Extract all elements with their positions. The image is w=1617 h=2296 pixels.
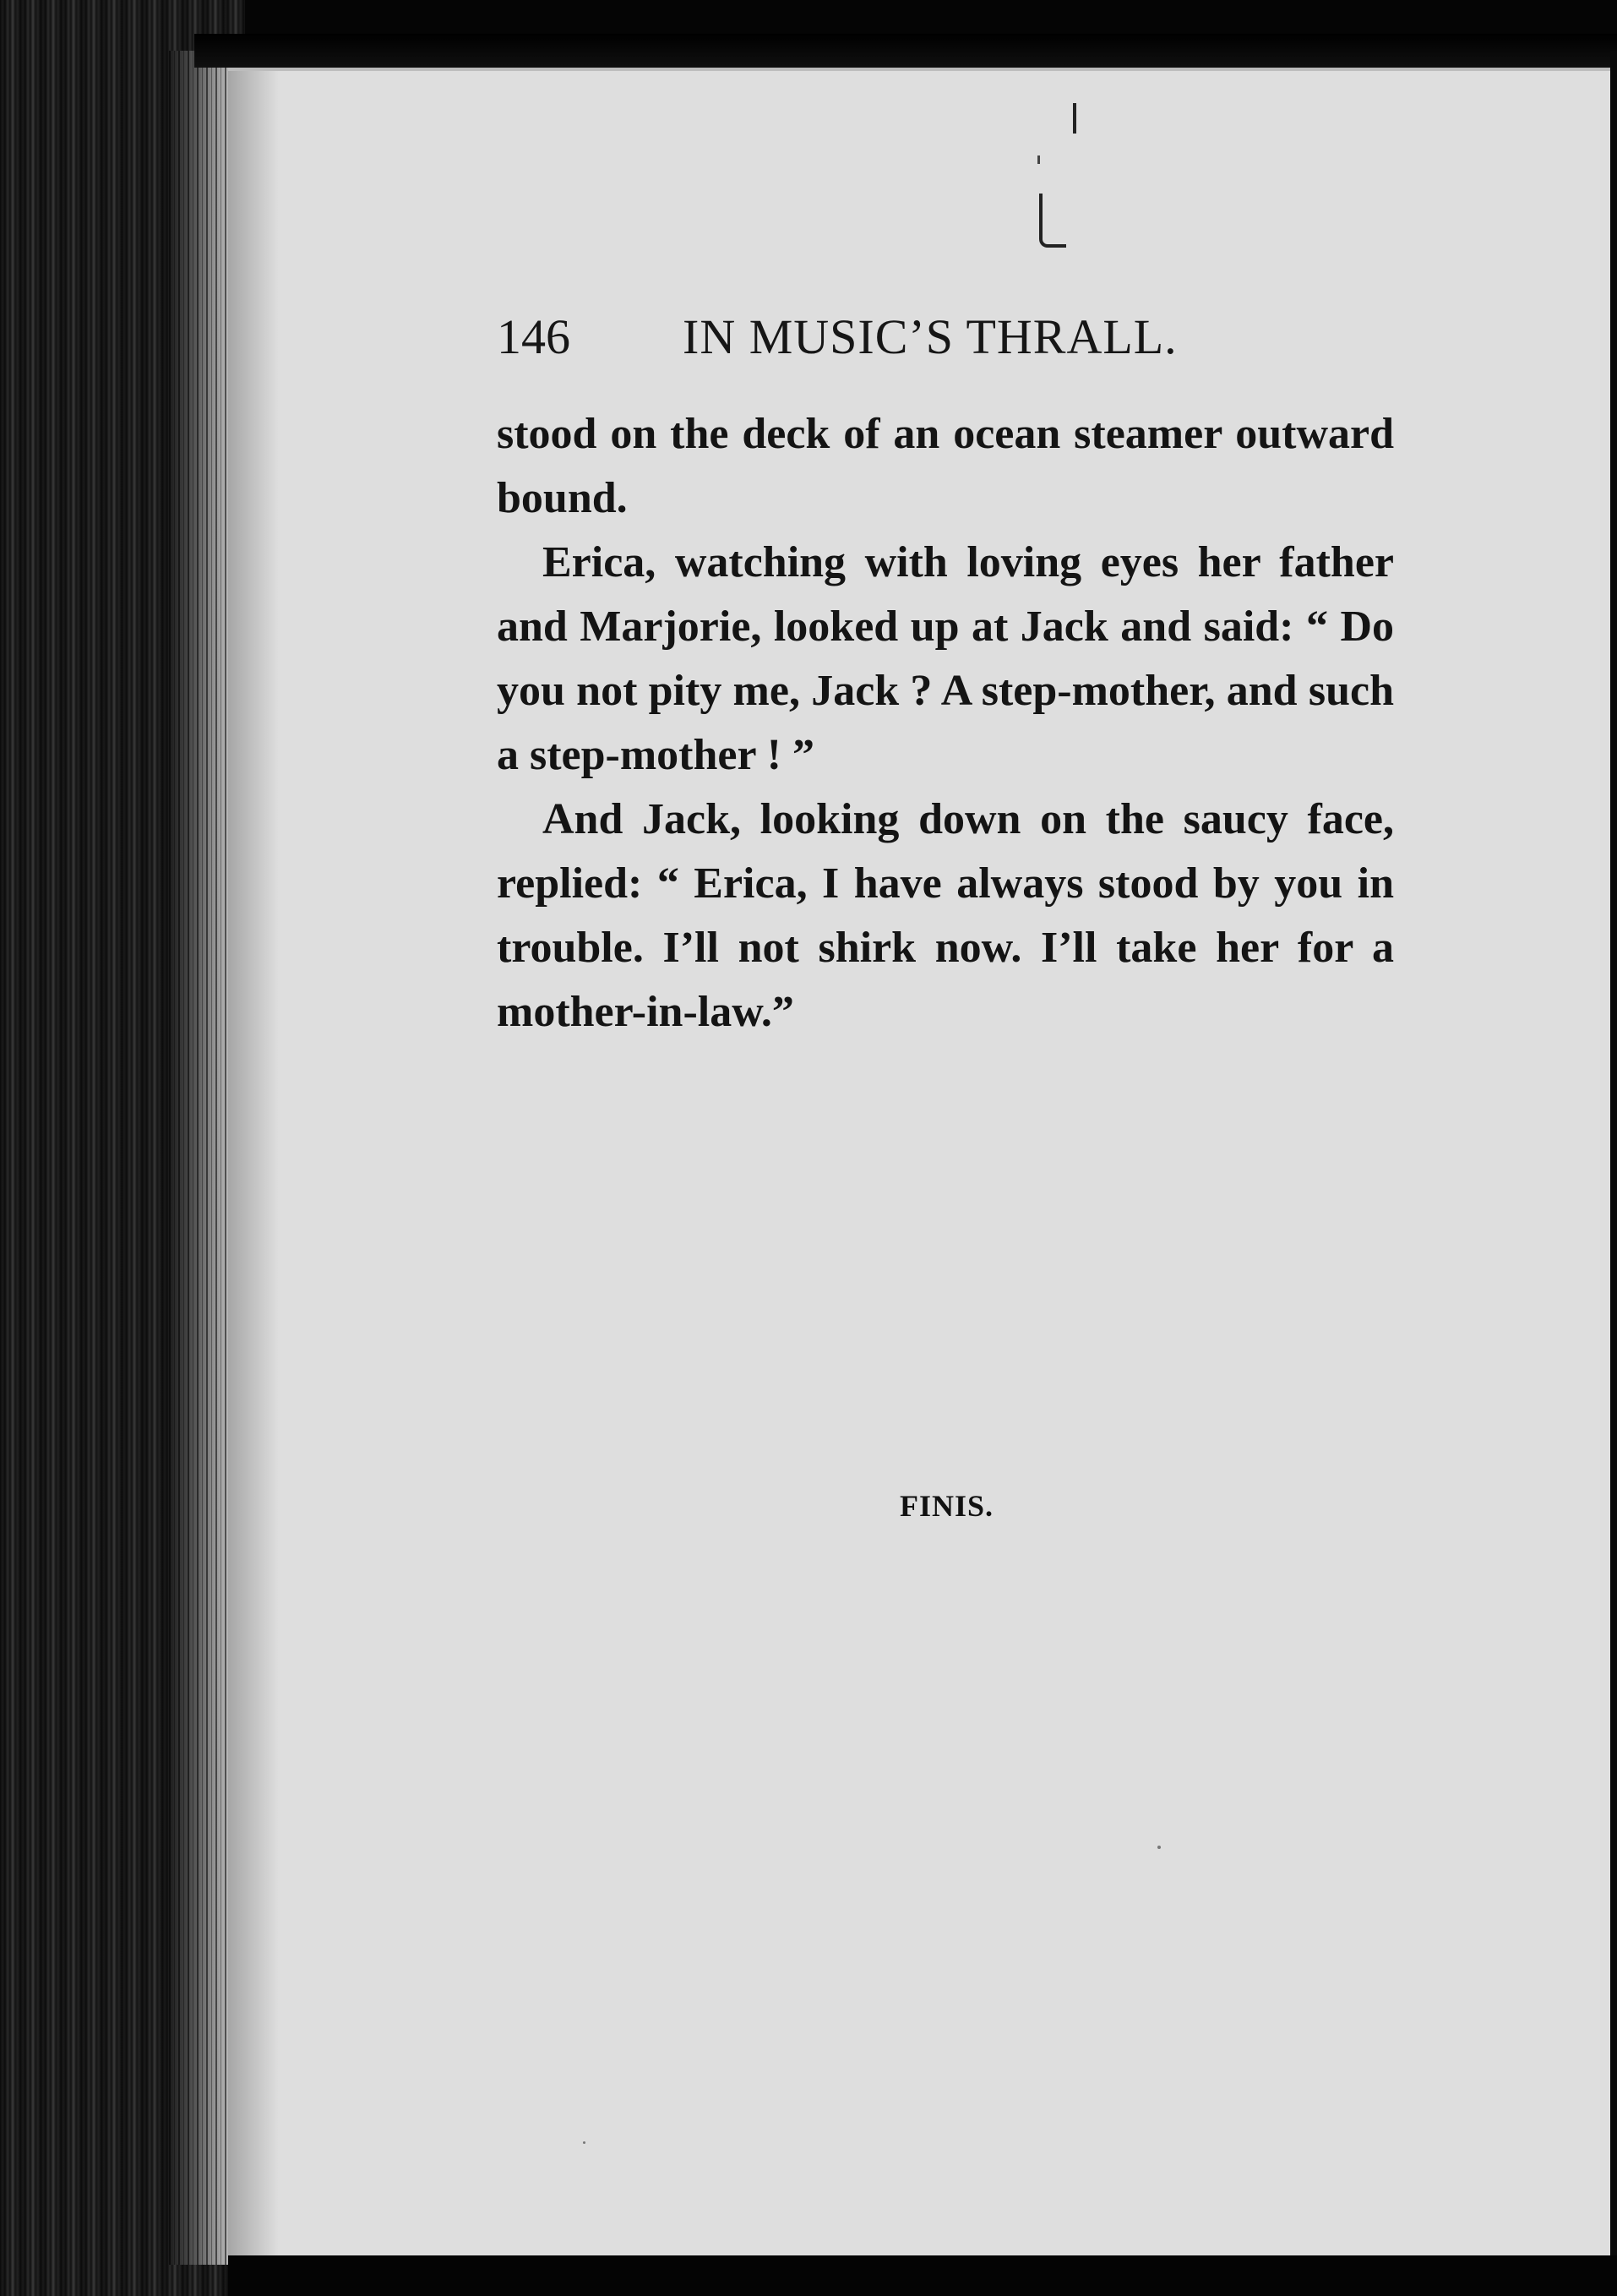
scan-border-right [1610,51,1617,2296]
page-number: 146 [497,309,570,364]
paragraph: Erica, watching with loving eyes her father and Marjorie, looked up at Jack and said: “ Do you not pity me, Jack ? A step-mother, and such a step-mother ! ” [497,538,1394,779]
finis-mark: FINIS. [900,1489,994,1523]
page-gutter-shadow [228,71,279,2260]
printed-page [228,68,1614,2260]
scan-border-bottom [228,2255,1617,2296]
pencil-mark-hook [1039,194,1066,248]
scan-border-top [194,34,1617,68]
scan-speck [1157,1846,1161,1849]
scan-speck [583,2141,585,2144]
body-text [497,402,1394,1044]
paragraph: And Jack, looking down on the saucy face, replied: “ Erica, I have always stood by you in trouble. I’ll not shirk now. I’ll take her for a mother-in-law.” [497,795,1394,1036]
pencil-mark-tick [1073,103,1076,134]
paragraph: stood on the deck of an ocean steamer outward bound. [497,410,1394,522]
running-title: IN MUSIC’S THRALL. [683,309,1178,364]
pencil-mark-dot [1037,155,1040,164]
